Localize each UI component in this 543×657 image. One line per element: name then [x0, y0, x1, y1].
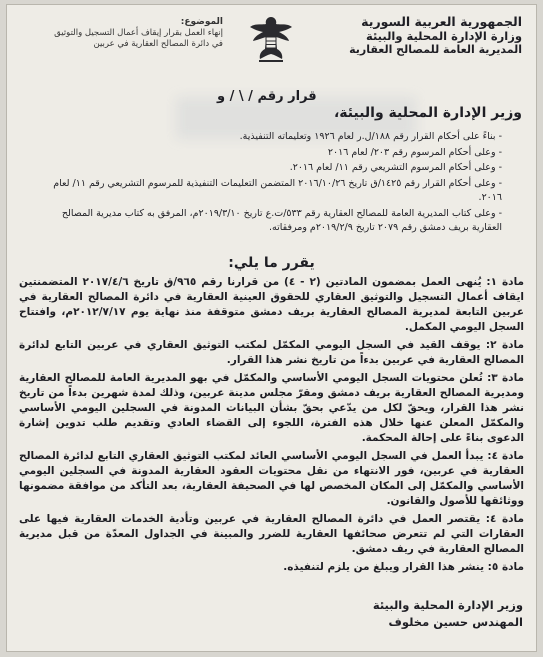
directorate-name: المديرية العامة للمصالح العقارية — [349, 43, 522, 56]
article-3: مادة ٣: تُعلن محتويات السجل اليومي الأساسي والمكمّل في بهو المديرية العامة للمصالح العقارية ومديرية المصالح العقارية بريف دمشق ومقرّ مجلس مدينة عربين، وذلك لمدة شهرين بدءاً من تاريخ نشر هذا القرار، ويحقّ لكل من يدّعي بحقّ بشأن البيانات المدونة في السجلين اليومي الأساسي والمكمّل المعلن عنها خلال هذه الفترة، اللجوء إلى القضاء العادي وتقديم طلب تدوين إشارة الدعوى بناءً على إحالة المحكمة. — [19, 372, 525, 444]
ministry-name: وزارة الإدارة المحلية والبيئة — [366, 29, 522, 43]
minister-heading: وزير الإدارة المحلية والبيئة، — [333, 105, 522, 121]
decision-number — [217, 89, 317, 104]
subject-line-2: في دائرة المصالح العقارية في عربين — [93, 39, 223, 49]
preamble — [32, 130, 502, 237]
article-1: مادة ١: يُنهى العمل بمضمون المادتين (٢ - ٤) من قرارنا رقم ٩٦٥/ق تاريخ ٢٠١٧/٤/٦ المتضمنتين ايقاف أعمال التسجيل والتوثيق العقاري للحقوق العينية العقارية في دائرة المصالح العقارية في عربين التابعة لمديرية المصالح العقارية بريف دمشق متوقفة منذ نهاية يوم ٢٠١٢/٧/١٧م، وافتتاح السجل اليومي المكمل. — [19, 276, 525, 333]
decides-heading: يقرر ما يلي: — [228, 255, 315, 271]
preamble-line: - وعلى أحكام المرسوم التشريعي رقم ١١/ لعام ٢٠١٦. — [32, 161, 502, 176]
preamble-line: - وعلى أحكام المرسوم رقم ٢٠٣/ لعام ٢٠١٦ — [32, 146, 502, 161]
article-5: مادة ٥: ينشر هذا القرار ويبلغ من يلزم لتنفيذه. — [283, 561, 524, 573]
signatory-title: وزير الإدارة المحلية والبيئة — [372, 598, 523, 612]
preamble-line: - وعلى أحكام القرار رقم ١٤٢٥/ق تاريخ ٢٠١٦/١٠/٢٦ المتضمن التعليمات التنفيذية للمرسوم التشريعي رقم ١١/ لعام ٢٠١٦. — [32, 177, 502, 206]
articles — [19, 275, 524, 578]
preamble-line: - بناءً على أحكام القرار رقم ١٨٨/ل.ر لعام ١٩٢٦ وتعليماته التنفيذية. — [32, 130, 502, 145]
decision-number-slots: / \ / و — [217, 89, 253, 104]
document-page — [6, 4, 537, 652]
preamble-line: - وعلى كتاب المديرية العامة للمصالح العقارية رقم ٥٣٣/ت.ع تاريخ ٢٠١٩/٣/١٠م، المرفق به كتاب مديرية المصالح العقارية بريف دمشق رقم ٢٠٧٩ تاريخ ٢٠١٩/٢/٩م ومرفقاته. — [32, 207, 502, 236]
republic-name: الجمهورية العربية السورية — [361, 14, 522, 29]
subject-line-1: إنهاء العمل بقرار إيقاف أعمال التسجيل والتوثيق — [54, 28, 223, 38]
article-4: مادة ٤: يبدأ العمل في السجل اليومي الأساسي العائد لمكتب التوثيق العقاري التابع لدائرة المصالح العقارية في عربين، فور الانتهاء من نقل محتويات العقود العقارية المدونة في السجلين اليومي الأساسي والمكمّل إلى المكان المخصص لها في الصحيفة العقارية، بعد التأكد من موافقة مضمونها ووثائقها للأصول والقانون. — [19, 450, 524, 507]
subject-block — [23, 17, 223, 50]
decision-label: قرار رقم — [257, 89, 317, 104]
subject-label: الموضوع: — [180, 17, 223, 27]
syrian-eagle-emblem-icon — [247, 13, 295, 65]
article-2: مادة ٢: يوقف القيد في السجل اليومي المكمّل لمكتب التوثيق العقاري في عربين التابع لدائرة المصالح العقارية في عربين بدءاً من تاريخ نشر هذا القرار. — [19, 339, 525, 366]
letterhead — [317, 15, 522, 57]
signature-block — [353, 597, 523, 631]
signatory-name: المهندس حسين مخلوف — [388, 615, 523, 629]
article-4b: مادة ٤: يقتصر العمل في دائرة المصالح العقارية في عربين وتأدية الخدمات العقارية فيها على العقارات التي لم تتعرض صحائفها العقارية للضرر والمبينة في الجداول المعدّة من قبل مديرية المصالح العقارية في ريف دمشق. — [19, 513, 525, 555]
